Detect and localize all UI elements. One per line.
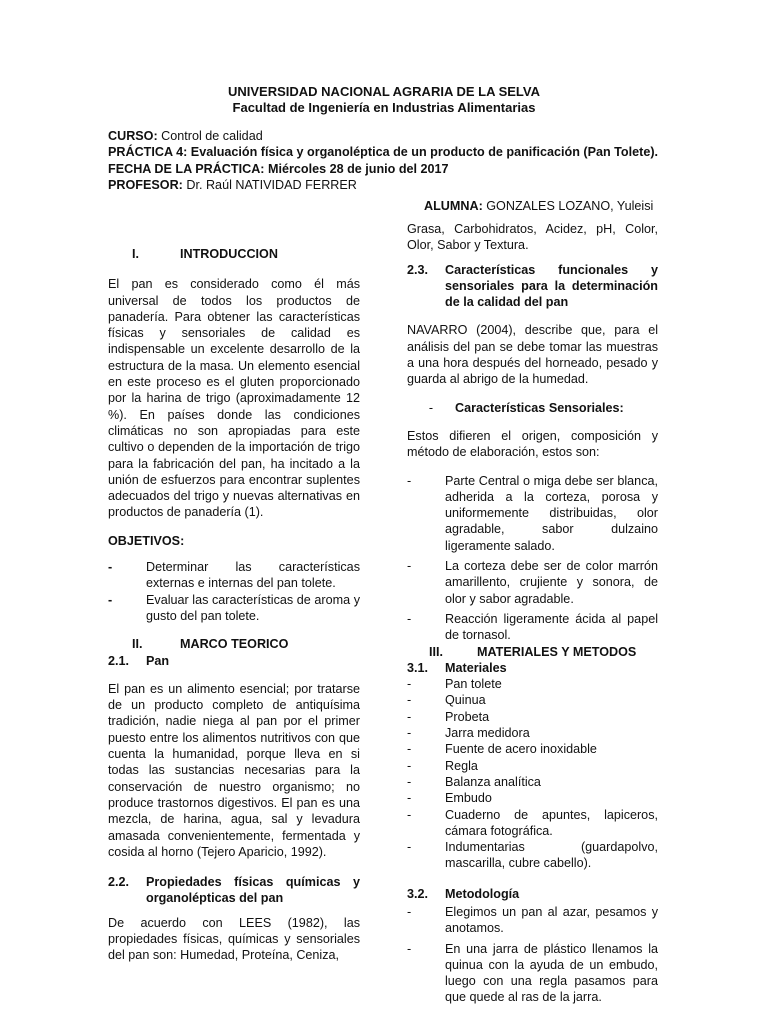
sensory-paragraph: Estos difieren el origen, composición y método de elaboración, estos son: — [407, 428, 658, 460]
material-text: Balanza analítica — [445, 774, 541, 789]
list-dash: - — [407, 904, 412, 919]
course-value: Control de calidad — [157, 129, 263, 143]
list-dash: - — [407, 742, 412, 757]
document-header — [108, 84, 660, 193]
material-text: Quinua — [445, 693, 486, 708]
material-text: Fuente de acero inoxidable — [445, 742, 597, 757]
list-dash: - — [407, 693, 412, 708]
marco-number: II. — [132, 637, 143, 652]
list-dash: - — [407, 559, 412, 574]
methodology-heading — [407, 886, 658, 902]
functional-number: 2.3. — [407, 262, 429, 277]
materials-list — [407, 676, 658, 872]
marco-title: MARCO TEORICO — [180, 637, 289, 652]
material-text: Indumentarias (guardapolvo, mascarilla, cubre cabello). — [445, 840, 658, 871]
course-meta — [108, 128, 660, 193]
list-dash: - — [428, 400, 434, 415]
practice-value: : Evaluación física y organoléptica de un producto de panificación (Pan Tolete). — [183, 145, 659, 160]
materials-methods-number: III. — [429, 644, 443, 659]
material-item — [407, 807, 658, 840]
methodology-item — [407, 904, 658, 937]
list-dash: - — [407, 941, 412, 956]
materials-methods-heading — [407, 644, 658, 660]
objective-item — [108, 592, 360, 625]
list-dash: - — [407, 473, 412, 488]
student-line — [424, 198, 653, 214]
methodology-item — [407, 941, 658, 1006]
material-item — [407, 725, 658, 741]
material-item — [407, 709, 658, 725]
list-dash: - — [407, 807, 412, 822]
pan-number: 2.1. — [108, 653, 130, 668]
material-item — [407, 774, 658, 790]
properties-heading — [108, 874, 360, 907]
materials-title: Materiales — [445, 660, 507, 675]
right-column — [407, 221, 658, 1006]
material-text: Probeta — [445, 709, 490, 724]
methodology-number: 3.2. — [407, 886, 429, 901]
professor-line — [108, 177, 660, 193]
properties-title: Propiedades físicas químicas y organolépticas del pan — [146, 875, 360, 906]
objectives-heading: OBJETIVOS: — [108, 533, 185, 548]
list-dash: - — [108, 560, 113, 575]
materials-number: 3.1. — [407, 660, 429, 675]
course-label: CURSO: — [108, 129, 158, 143]
continued-paragraph: Grasa, Carbohidratos, Acidez, pH, Color, Olor, Sabor y Textura. — [407, 222, 658, 253]
sensory-item — [407, 611, 658, 644]
sensory-item — [407, 473, 658, 554]
marco-heading — [108, 636, 360, 652]
list-dash: - — [407, 758, 412, 773]
functional-title: Características funcionales y sensoriales para la determinación de la calidad del pan — [445, 262, 658, 310]
list-dash: - — [407, 611, 412, 626]
list-dash: - — [108, 592, 113, 607]
material-item — [407, 741, 658, 757]
list-dash: - — [407, 677, 412, 692]
professor-label: PROFESOR: — [108, 177, 183, 192]
university-name: UNIVERSIDAD NACIONAL AGRARIA DE LA SELVA — [227, 84, 540, 99]
properties-number: 2.2. — [108, 875, 130, 890]
objective-text: Determinar las características externas e internas del pan tolete. — [146, 560, 360, 591]
faculty-name: Facultad de Ingeniería en Industrias Alimentarias — [232, 100, 536, 115]
material-item — [407, 839, 658, 872]
material-text: Cuaderno de apuntes, lapiceros, cámara fotográfica. — [445, 807, 658, 838]
material-item — [407, 692, 658, 708]
material-text: Regla — [445, 758, 478, 773]
functional-heading — [407, 262, 658, 311]
intro-title: INTRODUCCION — [180, 247, 278, 261]
objective-item — [108, 559, 360, 592]
methodology-text: Elegimos un pan al azar, pesamos y anotamos. — [445, 904, 658, 936]
list-dash: - — [407, 791, 412, 806]
materials-heading — [407, 660, 658, 676]
navarro-paragraph: NAVARRO (2004), describe que, para el análisis del pan se debe tomar las muestras a una hora después del horneado, pesado y guarda al abrigo de la humedad. — [407, 323, 658, 387]
list-dash: - — [407, 726, 412, 741]
list-dash: - — [407, 840, 412, 855]
list-dash: - — [407, 774, 412, 789]
sensory-title: Características Sensoriales: — [455, 400, 624, 415]
pan-paragraph: El pan es un alimento esencial; por tratarse de un producto completo de antiquísima tradición, nadie niega al pan por el primer puesto entre los alimentos nutritivos con que cuenta la humanidad, porque lleva en si todas las sustancias necesarias para la conservación de nuestro organismo; no produce trastornos digestivos. El pan es una mezcla, de harina, agua, sal y levadura amasada convenientemente, fermentada y cosida al horno (Tejero Aparicio, 1992). — [108, 681, 360, 859]
material-item — [407, 758, 658, 774]
material-text: Pan tolete — [445, 677, 502, 692]
sensory-item — [407, 558, 658, 607]
material-item — [407, 790, 658, 806]
student-label: ALUMNA: — [424, 199, 483, 213]
course-line — [108, 128, 660, 144]
material-text: Embudo — [445, 791, 492, 806]
pan-title: Pan — [146, 653, 170, 668]
intro-paragraph: El pan es considerado como él más universal de todos los productos de panadería. Para obtener las características físicas y sensoriales de calidad es indispensable un excelente desarrollo de la estructura de la masa. Un elemento esencial en este proceso es el gluten proporcionado por la harina de trigo (aproximadamente 12 %). En países donde las condiciones climáticas no son apropiadas para este cultivo o dependen de la importación de trigo para la fabricación del pan, ha incitado a la unión de esfuerzos para encontrar suplentes adecuados del trigo y nuevas alternativas en productos de panadería (1). — [108, 277, 360, 520]
materials-methods-title: MATERIALES Y METODOS — [477, 644, 637, 659]
student-value: GONZALES LOZANO, Yuleisi — [482, 199, 654, 213]
material-text: Jarra medidora — [445, 726, 530, 741]
pan-heading — [108, 653, 360, 669]
intro-heading — [108, 246, 360, 262]
practice-date: FECHA DE LA PRÁCTICA: Miércoles 28 de junio del 2017 — [108, 161, 449, 176]
list-dash: - — [407, 709, 412, 724]
sensory-text: Parte Central o miga debe ser blanca, adherida a la corteza, porosa y uniformemente distribuidas, olor agradable, sabor dulzaino ligeramente salado. — [445, 473, 658, 553]
professor-value: Dr. Raúl NATIVIDAD FERRER — [182, 177, 357, 192]
intro-number: I. — [132, 247, 139, 261]
properties-paragraph: De acuerdo con LEES (1982), las propiedades físicas, químicas y sensoriales del pan son: Humedad, Proteína, Ceniza, — [108, 915, 360, 963]
left-column — [108, 232, 360, 972]
practice-label: PRÁCTICA 4 — [108, 145, 184, 160]
practice-line — [108, 144, 660, 160]
methodology-text: En una jarra de plástico llenamos la quinua con la ayuda de un embudo, luego con una regla pasamos para que quede al ras de la jarra. — [445, 941, 658, 1005]
material-item — [407, 676, 658, 692]
sensory-heading — [407, 400, 658, 416]
objective-text: Evaluar las características de aroma y gusto del pan tolete. — [146, 592, 360, 623]
methodology-title: Metodología — [445, 886, 520, 901]
sensory-text: Reacción ligeramente ácida al papel de tornasol. — [445, 611, 658, 643]
sensory-text: La corteza debe ser de color marrón amarillento, crujiente y sonora, de olor y sabor agradable. — [445, 559, 658, 606]
